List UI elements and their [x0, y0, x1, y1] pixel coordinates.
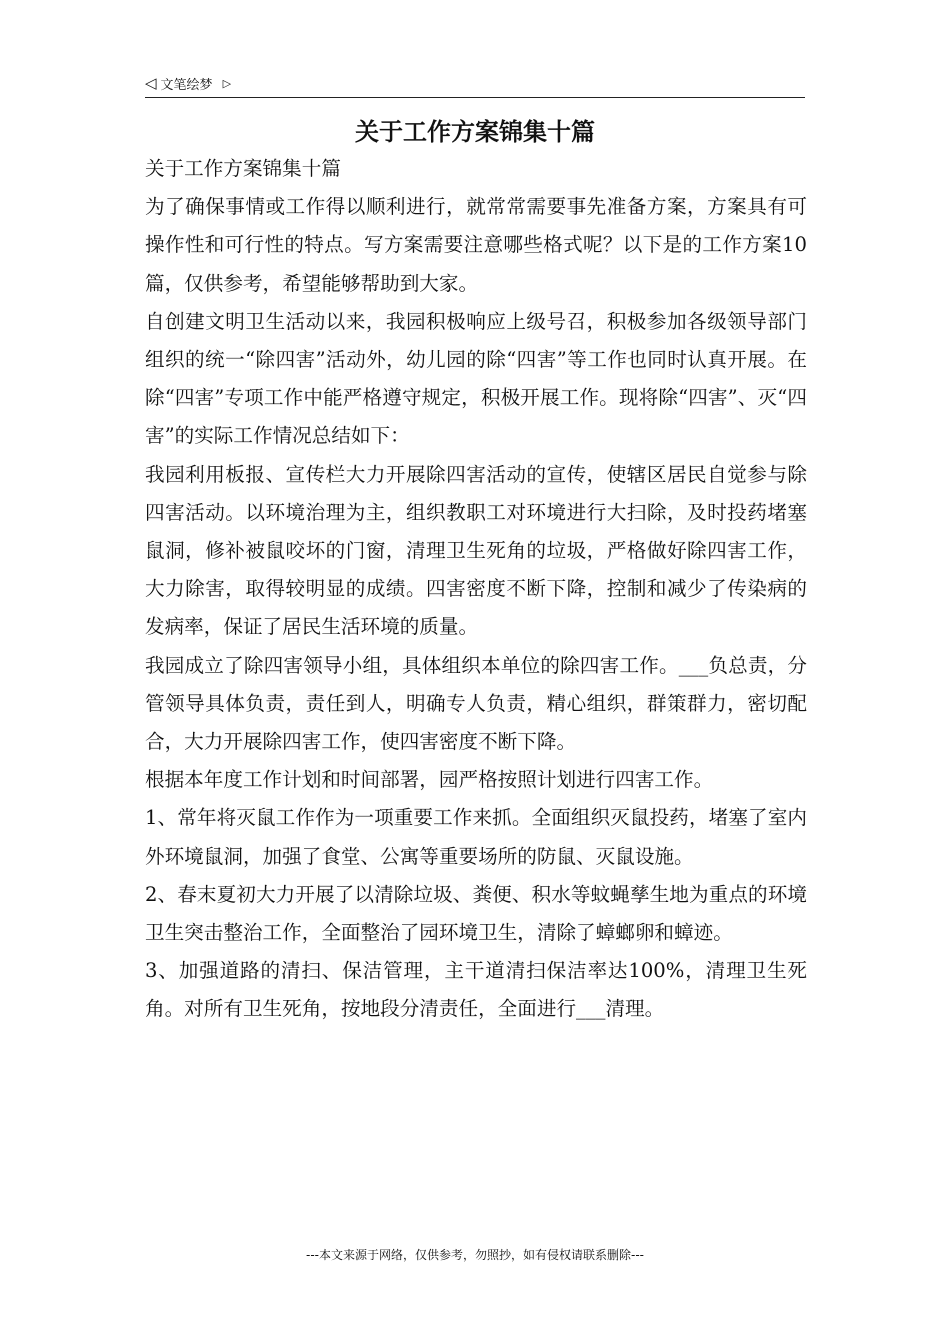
triangle-right-icon: ▷	[222, 77, 232, 90]
paragraph: 我园利用板报、宣传栏大力开展除四害活动的宣传，使辖区居民自觉参与除四害活动。以环境治理为主，组织教职工对环境进行大扫除，及时投药堵塞鼠洞，修补被鼠咬坏的门窗，清理卫生死角的垃圾，严格做好除四害工作，大力除害，取得较明显的成绩。四害密度不断下降，控制和减少了传染病的发病率，保证了居民生活环境的质量。	[145, 462, 807, 639]
header-divider	[145, 97, 805, 98]
page-header	[145, 74, 231, 93]
paragraph: 1、常年将灭鼠工作作为一项重要工作来抓。全面组织灭鼠投药，堵塞了室内外环境鼠洞，加强了食堂、公寓等重要场所的防鼠、灭鼠设施。	[145, 806, 807, 868]
triangle-left-icon: ◁	[145, 74, 157, 92]
document-title: 关于工作方案锦集十篇	[355, 118, 595, 146]
paragraph: 我园成立了除四害领导小组，具体组织本单位的除四害工作。___负总责，分管领导具体负责，责任到人，明确专人负责，精心组织，群策群力，密切配合，大力开展除四害工作，使四害密度不断下降。	[145, 653, 807, 754]
paragraph: 2、春末夏初大力开展了以清除垃圾、粪便、积水等蚊蝇孳生地为重点的环境卫生突击整治工作，全面整治了园环境卫生，清除了蟑螂卵和蟑迹。	[145, 882, 807, 945]
paragraph: 为了确保事情或工作得以顺利进行，就常常需要事先准备方案，方案具有可操作性和可行性的特点。写方案需要注意哪些格式呢？以下是的工作方案10篇，仅供参考，希望能够帮助到大家。	[145, 195, 807, 295]
paragraph: 3、加强道路的清扫、保洁管理，主干道清扫保洁率达100%，清理卫生死角。对所有卫生死角，按地段分清责任，全面进行___清理。	[145, 959, 807, 1021]
paragraph: 根据本年度工作计划和时间部署，园严格按照计划进行四害工作。	[145, 768, 714, 792]
paragraph: 关于工作方案锦集十篇	[145, 157, 341, 180]
page-footer: ---本文来源于网络，仅供参考，勿照抄，如有侵权请联系删除---	[306, 1248, 644, 1262]
document-body	[145, 150, 807, 1029]
brand-label: 文笔绘梦	[160, 78, 213, 93]
paragraph: 自创建文明卫生活动以来，我园积极响应上级号召，积极参加各级领导部门组织的统一“除四害”活动外，幼儿园的除“四害”等工作也同时认真开展。在除“四害”专项工作中能严格遵守规定，积极开展工作。现将除“四害”、灭“四害”的实际工作情况总结如下：	[145, 309, 807, 448]
